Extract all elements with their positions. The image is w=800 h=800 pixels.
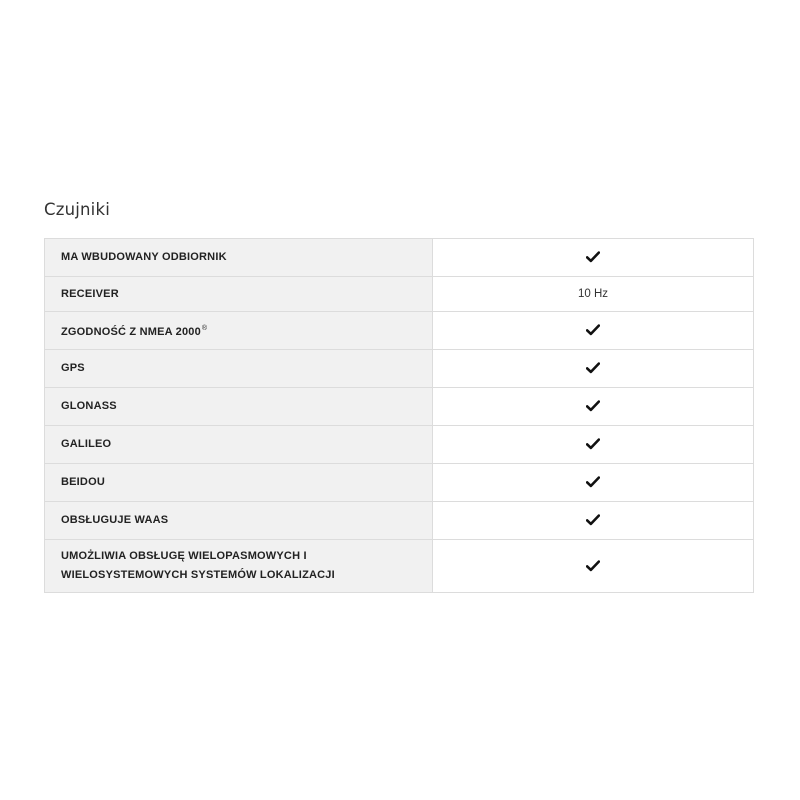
spec-label: GALILEO — [45, 426, 433, 464]
check-icon — [586, 400, 600, 412]
spec-label: OBSŁUGUJE WAAS — [45, 502, 433, 540]
table-row — [45, 502, 754, 540]
check-icon — [586, 362, 600, 374]
check-icon — [586, 324, 600, 336]
table-row — [45, 540, 754, 593]
spec-label: RECEIVER — [45, 277, 433, 312]
spec-value — [433, 388, 754, 426]
table-row — [45, 464, 754, 502]
spec-value — [433, 464, 754, 502]
table-row — [45, 426, 754, 464]
check-icon — [586, 438, 600, 450]
spec-label-line: WIELOSYSTEMOWYCH SYSTEMÓW LOKALIZACJI — [61, 569, 335, 581]
spec-label — [45, 312, 433, 350]
spec-label — [45, 540, 433, 593]
sensors-spec-table — [44, 238, 754, 593]
spec-label: BEIDOU — [45, 464, 433, 502]
spec-label: GLONASS — [45, 388, 433, 426]
registered-mark: ® — [201, 325, 208, 332]
spec-value — [433, 502, 754, 540]
spec-label: MA WBUDOWANY ODBIORNIK — [45, 239, 433, 277]
spec-value — [433, 540, 754, 593]
check-icon — [586, 476, 600, 488]
spec-value — [433, 350, 754, 388]
table-row — [45, 350, 754, 388]
spec-value: 10 Hz — [433, 277, 754, 312]
spec-value — [433, 239, 754, 277]
table-row — [45, 239, 754, 277]
check-icon — [586, 251, 600, 263]
table-row — [45, 277, 754, 312]
table-row — [45, 312, 754, 350]
spec-label: GPS — [45, 350, 433, 388]
table-row — [45, 388, 754, 426]
spec-value — [433, 312, 754, 350]
check-icon — [586, 514, 600, 526]
section-title: Czujniki — [44, 200, 111, 219]
spec-label-line: UMOŻLIWIA OBSŁUGĘ WIELOPASMOWYCH I — [61, 550, 307, 562]
spec-label-text: ZGODNOŚĆ Z NMEA 2000 — [61, 326, 201, 338]
check-icon — [586, 560, 600, 572]
spec-value — [433, 426, 754, 464]
